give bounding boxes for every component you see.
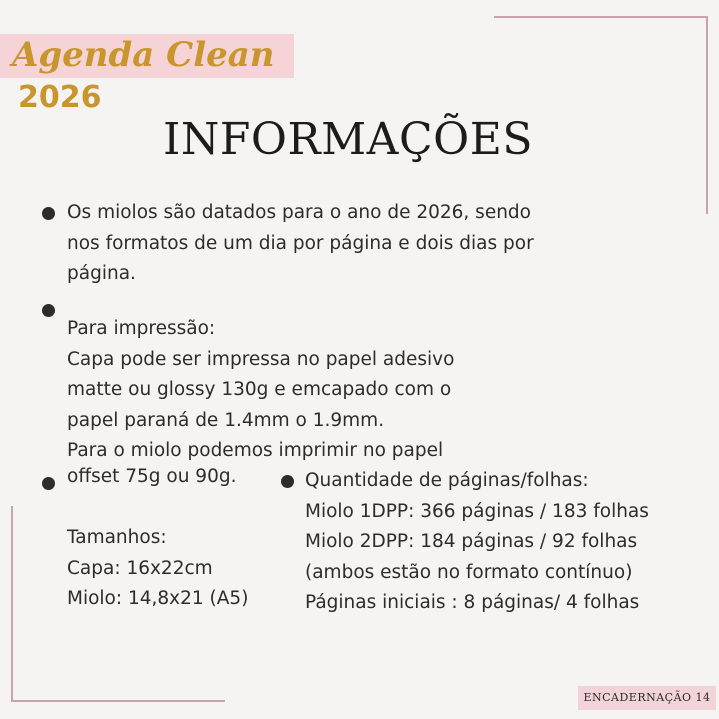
page-title: INFORMAÇÕES — [163, 114, 533, 165]
frame-line-right — [706, 16, 708, 214]
bullet-text-2 — [67, 314, 454, 467]
bullet-text-4 — [305, 466, 649, 619]
bullet-1-line: página. — [67, 263, 136, 284]
bullet-4-line: Páginas iniciais : 8 páginas/ 4 folhas — [305, 592, 640, 613]
bullet-3-line: offset 75g ou 90g. — [67, 466, 237, 487]
brand-title: Agenda Clean — [12, 35, 275, 75]
bullet-dot-4 — [281, 475, 294, 488]
footer-tag: ENCADERNAÇÃO 14 — [583, 691, 711, 704]
bullet-2-line: matte ou glossy 130g e emcapado com o — [67, 379, 452, 400]
bullet-3-line: Capa: 16x22cm — [67, 557, 213, 579]
brand-year: 2026 — [18, 80, 102, 115]
bullet-3-line: Miolo: 14,8x21 (A5) — [67, 588, 249, 609]
bullet-1-line: Os miolos são datados para o ano de 2026, sendo — [67, 202, 531, 223]
bullet-2-line: papel paraná de 1.4mm o 1.9mm. — [67, 409, 385, 431]
frame-line-left — [11, 506, 13, 702]
bullet-2-line: Para impressão: — [67, 318, 216, 339]
frame-line-top-right — [494, 16, 708, 18]
frame-line-bottom-left — [11, 700, 225, 702]
bullet-dot-3 — [42, 477, 55, 490]
bullet-dot-2 — [42, 304, 55, 317]
bullet-3-line: Tamanhos: — [67, 527, 167, 548]
bullet-4-line: Miolo 2DPP: 184 páginas / 92 folhas — [305, 531, 638, 552]
bullet-2-line: Para o miolo podemos imprimir no papel — [67, 440, 444, 461]
bullet-text-3 — [67, 462, 248, 615]
bullet-4-line: Miolo 1DPP: 366 páginas / 183 folhas — [305, 500, 649, 522]
bullet-4-line: Quantidade de páginas/folhas: — [305, 470, 589, 491]
bullet-4-line: (ambos estão no formato contínuo) — [305, 561, 633, 583]
bullet-2-line: Capa pode ser impressa no papel adesivo — [67, 348, 455, 370]
bullet-text-1 — [67, 198, 534, 290]
bullet-3-line — [67, 493, 248, 524]
bullet-dot-1 — [42, 207, 55, 220]
bullet-1-line: nos formatos de um dia por página e dois dias por — [67, 232, 534, 254]
